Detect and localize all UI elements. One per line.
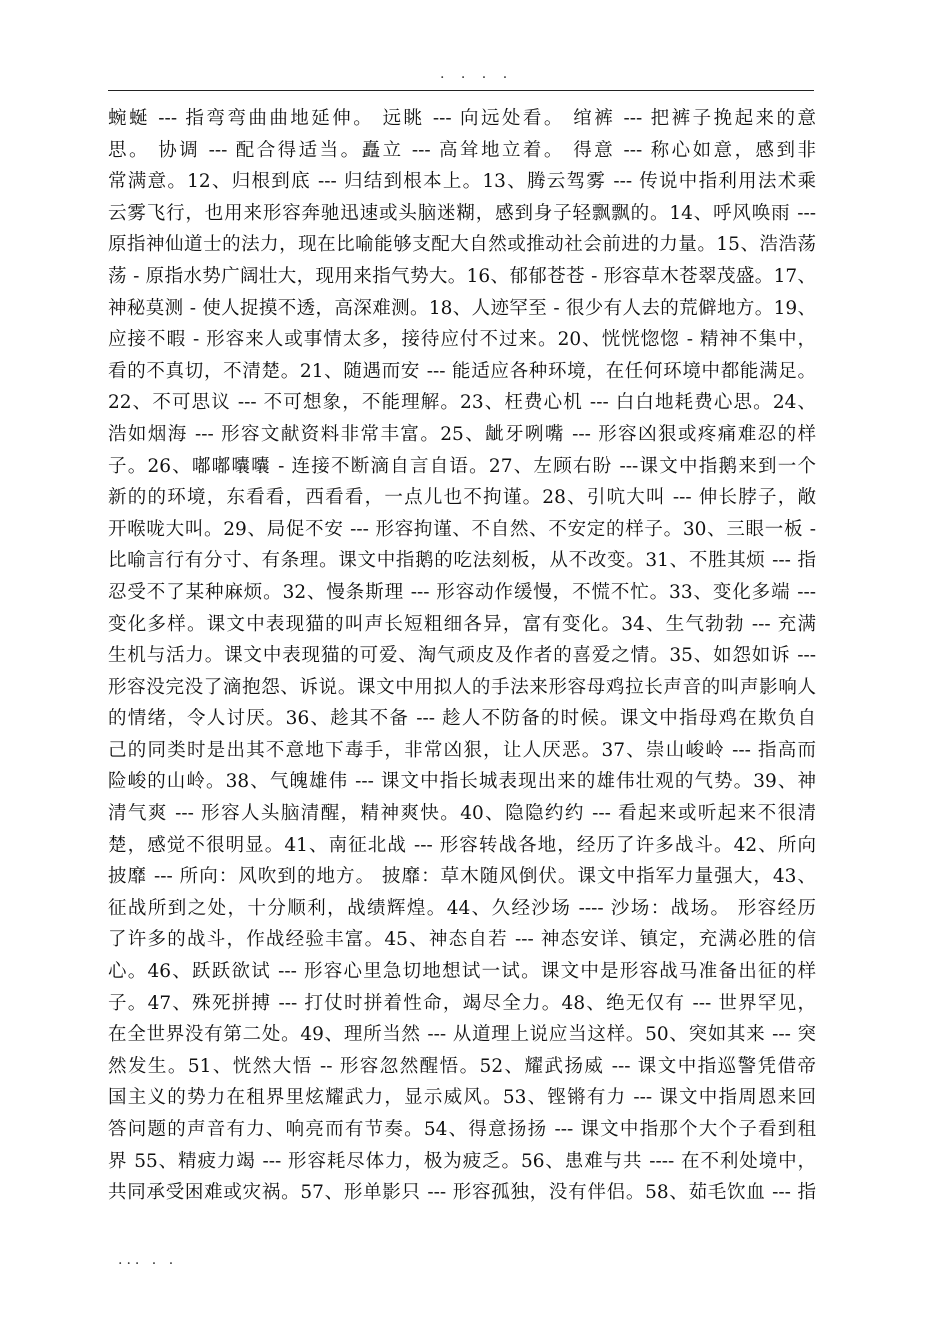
text-line: 看的不真切，不清楚。21、随遇而安 --- 能适应各种环境，在任何环境中都能满足。 bbox=[108, 360, 816, 382]
text-line: 22、不可思议 --- 不可想象，不能理解。23、枉费心机 --- 白白地耗费心思。24、 bbox=[108, 392, 816, 414]
text-line: 险峻的山岭。38、气魄雄伟 --- 课文中指长城表现出来的雄伟壮观的气势。39、神 bbox=[108, 771, 816, 793]
text-line: 国主义的势力在租界里炫耀武力，显示威风。53、铿锵有力 --- 课文中指周恩来回 bbox=[108, 1087, 816, 1109]
text-line: 然发生。51、恍然大悟 -- 形容忽然醒悟。52、耀武扬威 --- 课文中指巡警凭借帝 bbox=[108, 1055, 816, 1077]
text-line: 己的同类时是出其不意地下毒手，非常凶狠，让人厌恶。37、崇山峻岭 --- 指高而 bbox=[108, 739, 816, 761]
text-line: 子。26、嘟嘟囔囔 - 连接不断滴自言自语。27、左顾右盼 ---课文中指鹅来到一个 bbox=[108, 455, 816, 477]
text-line: 云雾飞行，也用来形容奔驰迅速或头脑迷糊，感到身子轻飘飘的。14、呼风唤雨 --- bbox=[108, 202, 816, 224]
text-line: 清气爽 --- 形容人头脑清醒，精神爽快。40、隐隐约约 --- 看起来或听起来不很清 bbox=[108, 803, 816, 825]
text-line: 浩如烟海 --- 形容文献资料非常丰富。25、龇牙咧嘴 --- 形容凶狠或疼痛难忍的样 bbox=[108, 423, 816, 445]
text-line: 蜿蜒 --- 指弯弯曲曲地延伸。 远眺 --- 向远处看。 绾裤 --- 把裤子挽起来的意 bbox=[108, 108, 816, 129]
text-line: 神秘莫测 - 使人捉摸不透，高深难测。18、人迹罕至 - 很少有人去的荒僻地方。19、 bbox=[108, 297, 816, 319]
text-line: 忍受不了某种麻烦。32、慢条斯理 --- 形容动作缓慢，不慌不忙。33、变化多端 --- bbox=[108, 581, 816, 603]
text-line: 思。 协调 --- 配合得适当。矗立 --- 高耸地立着。 得意 --- 称心如意，感到非 bbox=[108, 139, 816, 161]
text-line: 了许多的战斗，作战经验丰富。45、神态自若 --- 神态安详、镇定，充满必胜的信 bbox=[108, 929, 816, 951]
text-line: 原指神仙道士的法力，现在比喻能够支配大自然或推动社会前进的力量。15、浩浩荡 bbox=[108, 234, 816, 256]
text-line: 开喉咙大叫。29、局促不安 --- 形容拘谨、不自然、不安定的样子。30、三眼一板 - bbox=[108, 518, 816, 540]
body-text bbox=[108, 103, 816, 1243]
text-line: 生机与活力。课文中表现猫的可爱、淘气顽皮及作者的喜爱之情。35、如怨如诉 --- bbox=[108, 645, 816, 667]
text-line: 共同承受困难或灾祸。57、形单影只 --- 形容孤独，没有伴侣。58、茹毛饮血 --- 指 bbox=[108, 1182, 816, 1204]
text-line: 新的的环境，东看看，西看看，一点儿也不拘谨。28、引吭大叫 --- 伸长脖子，敞 bbox=[108, 487, 816, 509]
text-line: 形容没完没了滴抱怨、诉说。课文中用拟人的手法来形容母鸡拉长声音的叫声影响人 bbox=[108, 676, 816, 698]
text-line: 心。46、跃跃欲试 --- 形容心里急切地想试一试。课文中是形容战马准备出征的样 bbox=[108, 961, 816, 983]
footer-dots: ... . . bbox=[118, 1252, 178, 1268]
text-line: 子。47、殊死拼搏 --- 打仗时拼着性命，竭尽全力。48、绝无仅有 --- 世界罕见， bbox=[108, 992, 816, 1014]
text-line: 常满意。12、归根到底 --- 归结到根本上。13、腾云驾雾 --- 传说中指利用法术乘 bbox=[108, 171, 816, 193]
text-line: 披靡 --- 所向：风吹到的地方。 披靡：草木随风倒伏。课文中指军力量强大，43、 bbox=[108, 866, 816, 888]
header-rule bbox=[108, 90, 814, 91]
text-line: 的情绪，令人讨厌。36、趁其不备 --- 趁人不防备的时候。课文中指母鸡在欺负自 bbox=[108, 708, 816, 730]
text-line: 应接不暇 - 形容来人或事情太多，接待应付不过来。20、恍恍惚惚 - 精神不集中， bbox=[108, 329, 816, 351]
header-dots: . . . . bbox=[440, 66, 514, 82]
text-line: 界 55、精疲力竭 --- 形容耗尽体力，极为疲乏。56、患难与共 ---- 在不利处境中， bbox=[108, 1150, 816, 1172]
text-line: 在全世界没有第二处。49、理所当然 --- 从道理上说应当这样。50、突如其来 --- 突 bbox=[108, 1024, 816, 1046]
text-line: 比喻言行有分寸、有条理。课文中指鹅的吃法刻板，从不改变。31、不胜其烦 --- 指 bbox=[108, 550, 816, 572]
text-line: 答问题的声音有力、响亮而有节奏。54、得意扬扬 --- 课文中指那个大个子看到租 bbox=[108, 1119, 816, 1140]
text-line: 征战所到之处，十分顺利，战绩辉煌。44、久经沙场 ---- 沙场：战场。 形容经历 bbox=[108, 897, 816, 919]
text-line: 荡 - 原指水势广阔壮大，现用来指气势大。16、郁郁苍苍 - 形容草木苍翠茂盛。17、 bbox=[108, 265, 816, 287]
text-line: 变化多样。课文中表现猫的叫声长短粗细各异，富有变化。34、生气勃勃 --- 充满 bbox=[108, 613, 816, 635]
text-line: 楚，感觉不很明显。41、南征北战 --- 形容转战各地，经历了许多战斗。42、所向 bbox=[108, 834, 816, 856]
